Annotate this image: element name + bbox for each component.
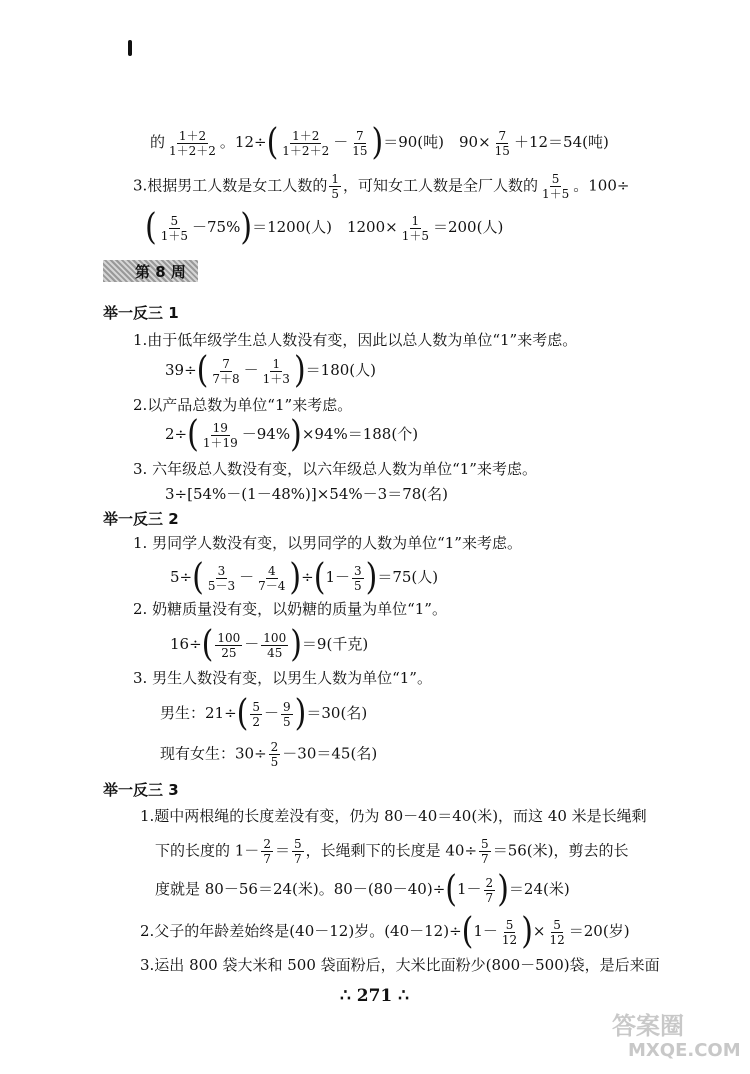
fraction: $\frac{4}{7-4}$ xyxy=(258,563,286,593)
fraction: $\frac{2}{7}$ xyxy=(485,875,494,905)
fraction: $\frac{5}{1+5}$ xyxy=(541,172,570,201)
fraction: $\frac{7}{7+8}$ xyxy=(212,356,240,386)
b2-e3: 男生：21÷( $\frac{5}{2}$ － $\frac{9}{5}$ )＝30(名) xyxy=(160,692,368,735)
block-heading-3: 举一反三 3 xyxy=(103,781,179,799)
fraction: $\frac{1}{1+5}$ xyxy=(401,213,429,243)
fraction: $\frac{2}{5}$ xyxy=(270,740,279,769)
fraction: $\frac{5}{7}$ xyxy=(481,837,489,866)
fraction: $\frac{3}{5}$ xyxy=(353,563,362,593)
b1-q2: 2.以产品总数为单位“1”来考虑。 xyxy=(133,396,353,414)
b3-p1-line1: 1.题中两根绳的长度差没有变，仍为 80－40＝40(米)，而这 40 米是长绳剩 xyxy=(140,807,647,825)
fraction: $\frac{3}{5-3}$ xyxy=(207,563,236,593)
b3-p2: 2.父子的年龄差始终是(40－12)岁。(40－12)÷(1－ $\frac{5}{12}$ )× $\frac{5}{12}$ ＝20(岁) xyxy=(140,910,630,953)
fraction: $\frac{2}{7}$ xyxy=(263,837,271,866)
section-header xyxy=(103,260,198,282)
section-title: 第 8 周 xyxy=(135,263,186,281)
b1-e1: 39÷( $\frac{7}{7+8}$ － $\frac{1}{1+3}$ )＝180(人) xyxy=(165,349,377,392)
block-heading-1: 举一反三 1 xyxy=(103,304,179,322)
fraction: $\frac{7}{15}$ xyxy=(494,128,510,158)
b1-e2: 2÷( $\frac{19}{1+19}$ －94%)×94%＝188(个) xyxy=(165,413,419,456)
fraction: $\frac{9}{5}$ xyxy=(283,699,291,729)
b2-e2: 16÷( $\frac{100}{25}$ － $\frac{100}{45}$ )＝9(千克) xyxy=(170,623,369,666)
fraction: $\frac{5}{12}$ xyxy=(549,917,565,947)
fraction: $\frac{100}{45}$ xyxy=(263,630,287,660)
watermark-url: MXQE.COM xyxy=(628,1040,741,1061)
b3-p1-line2: 下的长度的 1－ $\frac{2}{7}$ ＝ $\frac{5}{7}$ ，长绳剩下的长度是 40÷ $\frac{5}{7}$ ＝56(米)，剪去的长 xyxy=(155,837,629,866)
page-number: ∴ 271 ∴ xyxy=(340,986,409,1006)
fraction: $\frac{1+2}{1+2+2}$ xyxy=(282,128,330,158)
b1-e3: 3÷[54%－(1－48%)]×54%－3＝78(名) xyxy=(165,485,448,503)
b3-p3: 3.运出 800 袋大米和 500 袋面粉后，大米比面粉少(800－500)袋，是后来面 xyxy=(140,956,660,974)
top-line-1: 的 $\frac{1+2}{1+2+2}$ 。12÷( $\frac{1+2}{1+2+2}$ － $\frac{7}{15}$ )＝90(吨) 90× $\frac{7}{15}$ ＋12＝54(吨) xyxy=(150,121,609,164)
fraction: $\frac{5}{2}$ xyxy=(252,699,261,729)
block-heading-2: 举一反三 2 xyxy=(103,510,179,528)
b1-q1: 1.由于低年级学生总人数没有变，因此以总人数为单位“1”来考虑。 xyxy=(133,331,578,349)
fraction: $\frac{1+2}{1+2+2}$ xyxy=(169,128,216,158)
b3-p1-line3: 度就是 80－56＝24(米)。80－(80－40)÷(1－ $\frac{2}{7}$ )＝24(米) xyxy=(155,868,570,911)
fraction: $\frac{19}{1+19}$ xyxy=(202,420,238,450)
b2-e1: 5÷( $\frac{3}{5-3}$ － $\frac{4}{7-4}$ )÷(1－ $\frac{3}{5}$ )＝75(人) xyxy=(170,556,439,599)
fraction: $\frac{1}{5}$ xyxy=(331,172,339,201)
fraction: $\frac{5}{12}$ xyxy=(501,917,518,947)
fraction: $\frac{7}{15}$ xyxy=(352,128,368,158)
fraction: $\frac{1}{1+3}$ xyxy=(262,356,290,386)
b2-e4: 现有女生：30÷ $\frac{2}{5}$ －30＝45(名) xyxy=(160,740,378,769)
fraction: $\frac{5}{7}$ xyxy=(293,837,302,866)
b2-q2: 2. 奶糖质量没有变，以奶糖的质量为单位“1”。 xyxy=(133,600,447,618)
top-line-2: 3.根据男工人数是女工人数的 $\frac{1}{5}$ ，可知女工人数是全厂人数的 $\frac{5}{1+5}$ 。100÷ xyxy=(133,172,630,201)
b2-q3: 3. 男生人数没有变，以男生人数为单位“1”。 xyxy=(133,669,432,687)
fraction: $\frac{100}{25}$ xyxy=(217,630,241,660)
watermark-logo: 答案圈 xyxy=(612,1012,684,1040)
b1-q3: 3. 六年级总人数没有变，以六年级总人数为单位“1”来考虑。 xyxy=(133,460,537,478)
fraction: $\frac{5}{1+5}$ xyxy=(160,213,188,243)
ink-mark xyxy=(128,40,132,56)
b2-q1: 1. 男同学人数没有变，以男同学的人数为单位“1”来考虑。 xyxy=(133,534,522,552)
top-line-3: ( $\frac{5}{1+5}$ －75%)＝1200(人) 1200× $\frac{1}{1+5}$ ＝200(人) xyxy=(145,206,504,249)
